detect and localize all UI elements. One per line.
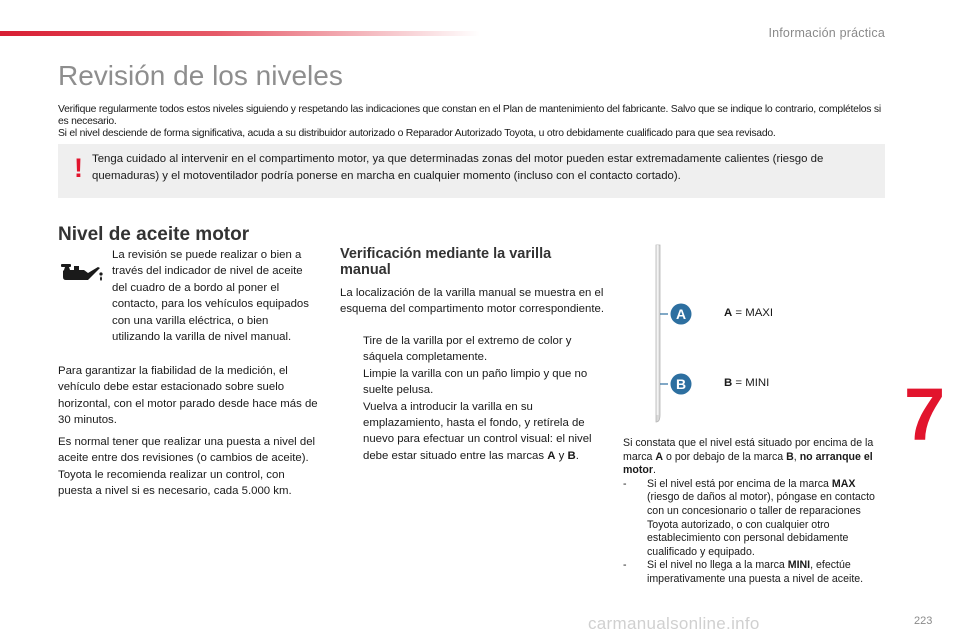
level-intro-part: . <box>653 464 656 477</box>
list-item <box>340 333 605 366</box>
page-number: 223 <box>914 615 933 627</box>
level-item-text: Si el nivel no llega a la marca <box>647 559 788 572</box>
oil-can-icon <box>58 258 104 284</box>
list-item <box>623 478 888 560</box>
step-text: Tire de la varilla por el extremo de color y sáquela completamente. <box>363 335 572 364</box>
dipstick-steps <box>340 333 605 464</box>
oil-level-heading: Nivel de aceite motor <box>58 224 250 245</box>
warning-box <box>58 144 885 198</box>
oil-paragraph-top-up: Es normal tener que realizar una puesta a nivel del aceite entre dos revisiones (o cambios de aceite). Toyota le recomienda realizar un control, con puesta a nivel si es necesario, cada 5.000 km. <box>58 436 316 498</box>
oil-intro-text: La revisión se puede realizar o bien a través del indicador de nivel de aceite del cuadro de a bordo al poner el contacto, para los vehículos equipados con una varilla eléctrica, o bien utilizando la varilla de nivel manual. <box>112 249 309 344</box>
level-result-text <box>623 437 888 587</box>
step-text-part: . <box>575 449 579 462</box>
mark-a-ref: A <box>655 450 664 463</box>
level-intro-part: , <box>793 450 800 463</box>
chapter-number: 7 <box>904 373 946 456</box>
marker-a-label <box>724 307 773 319</box>
marker-a-label-text: = MAXI <box>732 307 774 319</box>
marker-b-label-letter: B <box>724 377 733 389</box>
warning-icon: ! <box>74 153 83 183</box>
level-item-text: , efectúe imperativamente una puesta a nivel de aceite. <box>647 559 864 585</box>
oil-paragraph-measurement: Para garantizar la fiabilidad de la medición, el vehículo debe estar estacionado sobre suelo horizontal, con el motor parado desde hace más de 30 minutos. <box>58 365 318 427</box>
level-intro-part: Si constata que el nivel está situado por encima de la marca <box>623 437 874 463</box>
dipstick-illustration <box>640 240 700 425</box>
level-intro <box>623 437 888 478</box>
dipstick-highlight <box>657 245 659 415</box>
list-item <box>340 399 605 465</box>
list-item <box>623 559 888 586</box>
level-warning-text: no arranque el motor <box>623 450 873 477</box>
level-intro-part: o por debajo de la marca <box>663 450 787 463</box>
marker-b-letter: B <box>675 376 687 392</box>
level-item-text: (riesgo de daños al motor), póngase en contacto con un concesionario o taller de reparaciones Toyota autorizado, o con cualquier otro establecimiento con personal debidamente cualificado y equipado. <box>647 491 875 558</box>
intro-text <box>58 104 888 141</box>
mark-b-ref: B <box>786 450 794 463</box>
watermark: carmanualsonline.info <box>588 614 760 633</box>
warning-text: Tenga cuidado al intervenir en el compartimento motor, ya que determinadas zonas del motor pueden estar extremadamente calientes (riesgo de quemaduras) y el motoventilador podría ponerse en marcha en cualquier momento (incluso con el contacto cortado). <box>92 153 824 182</box>
section-label: Información práctica <box>768 26 885 40</box>
dash-bullet: - <box>623 477 627 490</box>
intro-paragraph-1: Verifique regularmente todos estos niveles siguiendo y respetando las indicaciones que constan en el Plan de mantenimiento del fabricante. Salvo que se indique lo contrario, complételos si es necesario. <box>58 104 881 128</box>
step-text: Limpie la varilla con un paño limpio y que no suelte pelusa. <box>363 367 588 397</box>
level-item-text: Si el nivel está por encima de la marca <box>647 477 832 490</box>
mark-b-ref: B <box>567 449 576 462</box>
marker-a-letter: A <box>675 306 687 322</box>
marker-b-label <box>724 377 769 389</box>
max-mark-ref: MAX <box>831 477 856 490</box>
intro-paragraph-2: Si el nivel desciende de forma significativa, acuda a su distribuidor autorizado o Reparador Autorizado Toyota, u otro debidamente cualificado para que sea revisado. <box>58 128 776 140</box>
step-text <box>363 401 592 462</box>
page-title: Revisión de los niveles <box>58 60 343 91</box>
header-accent-bar <box>0 31 480 36</box>
dipstick-heading: Verificación mediante la varilla manual <box>340 246 552 278</box>
marker-b-label-text: = MINI <box>732 377 770 389</box>
marker-a-label-letter: A <box>724 307 733 319</box>
step-text-part: Vuelva a introducir la varilla en su emplazamiento, hasta el fondo, y retírela de nuevo para efectuar un control visual: el nivel debe estar situado entre las marcas <box>363 400 592 462</box>
step-text-part: y <box>555 449 568 462</box>
mini-mark-ref: MINI <box>787 559 811 572</box>
list-item <box>340 366 605 399</box>
dash-bullet: - <box>623 559 627 572</box>
level-items <box>623 478 888 587</box>
mark-a-ref: A <box>547 449 556 462</box>
dipstick-intro: La localización de la varilla manual se muestra en el esquema del compartimento motor correspondiente. <box>340 287 605 316</box>
